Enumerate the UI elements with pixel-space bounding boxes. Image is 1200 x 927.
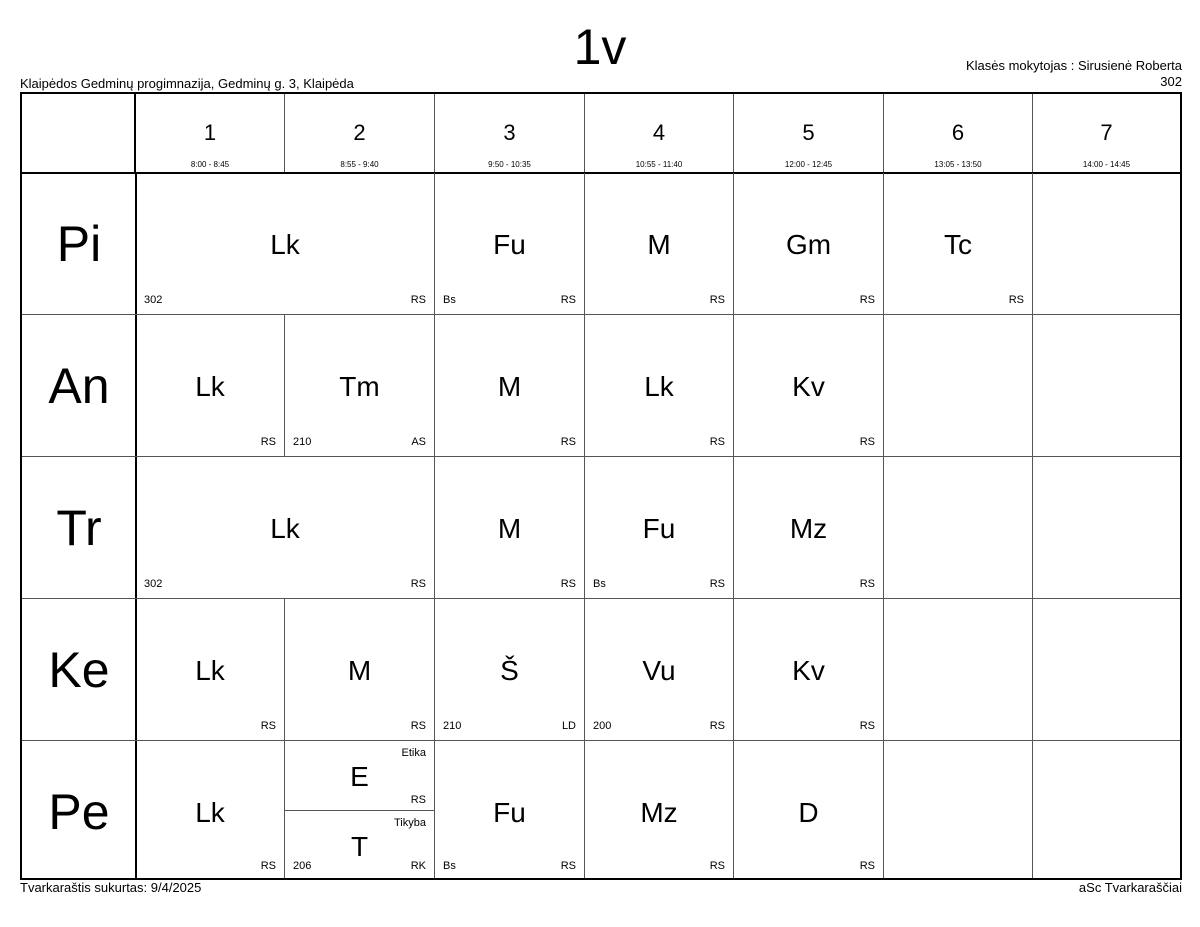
lesson-cell[interactable] (585, 741, 734, 878)
lesson-room: Bs (593, 578, 606, 590)
lesson-subject: Lk (270, 229, 300, 260)
lesson-cell[interactable] (136, 315, 285, 457)
lesson-cell[interactable] (136, 599, 285, 741)
period-header-4 (585, 94, 734, 173)
lesson-cell-split-bottom[interactable] (285, 811, 435, 878)
lesson-cell[interactable] (136, 741, 285, 878)
lesson-cell[interactable] (734, 599, 884, 741)
lesson-subject: Fu (493, 797, 526, 828)
lesson-cell[interactable] (435, 173, 585, 315)
lesson-subject: Lk (644, 371, 674, 402)
period-time: 10:55 - 11:40 (635, 160, 683, 169)
lesson-teacher: RS (709, 720, 725, 732)
lesson-teacher: RS (1008, 294, 1024, 306)
corner-cell (22, 94, 136, 173)
lesson-room: 200 (593, 720, 612, 732)
lesson-teacher: RS (560, 578, 576, 590)
lesson-group: Tikyba (394, 817, 426, 829)
lesson-subject: M (647, 229, 671, 260)
day-label-ke: Ke (48, 642, 110, 698)
period-time: 13:05 - 13:50 (934, 160, 982, 169)
lesson-subject: Mz (640, 797, 678, 828)
lesson-cell[interactable] (435, 599, 585, 741)
lesson-teacher: RS (410, 578, 426, 590)
lesson-subject: Lk (195, 371, 225, 402)
day-label-pi: Pi (56, 216, 102, 272)
empty-cell (884, 599, 1033, 741)
lesson-subject: Mz (789, 513, 828, 544)
lesson-subject: Fu (493, 229, 526, 260)
lesson-cell[interactable] (734, 173, 884, 315)
lesson-cell[interactable] (585, 173, 734, 315)
lesson-subject: M (497, 371, 522, 402)
lesson-cell[interactable] (435, 315, 585, 457)
period-number: 7 (1100, 120, 1113, 145)
row-divider (22, 314, 136, 315)
footer-software: aSc Tvarkaraščiai (1078, 880, 1182, 895)
lesson-subject: Lk (195, 655, 225, 686)
lesson-subject: Kv (792, 371, 825, 402)
empty-cell (1033, 741, 1180, 878)
period-number: 3 (503, 120, 516, 145)
lesson-room: Bs (443, 860, 456, 872)
lesson-teacher: RS (260, 436, 276, 448)
period-number: 5 (802, 120, 815, 145)
day-label-an: An (48, 358, 110, 414)
timetable-grid (20, 92, 1182, 880)
lesson-teacher: RS (560, 294, 576, 306)
period-header-2 (285, 94, 435, 173)
lesson-cell[interactable] (884, 173, 1033, 315)
lesson-cell[interactable] (734, 315, 884, 457)
period-time: 8:00 - 8:45 (190, 160, 230, 169)
row-divider (22, 740, 136, 741)
lesson-room: 210 (293, 436, 312, 448)
lesson-teacher: LD (561, 720, 576, 732)
lesson-teacher: RS (410, 720, 426, 732)
lesson-teacher: RS (709, 860, 725, 872)
lesson-teacher: RS (560, 860, 576, 872)
period-number: 2 (353, 120, 366, 145)
period-number: 6 (951, 120, 965, 145)
period-time: 9:50 - 10:35 (488, 160, 531, 169)
period-header-1 (136, 94, 285, 173)
empty-cell (1033, 599, 1180, 741)
lesson-subject: Gm (785, 229, 832, 260)
empty-cell (884, 741, 1033, 878)
lesson-cell[interactable] (435, 457, 585, 599)
lesson-cell[interactable] (136, 173, 435, 315)
day-label-tr: Tr (56, 500, 102, 556)
lesson-subject: Lk (195, 797, 225, 828)
lesson-teacher: RS (859, 436, 875, 448)
lesson-subject: Tm (339, 371, 380, 402)
lesson-subject: Tc (944, 229, 972, 260)
lesson-teacher: RS (709, 436, 725, 448)
empty-cell (1033, 173, 1180, 315)
period-header-3 (435, 94, 585, 173)
period-time: 14:00 - 14:45 (1082, 160, 1131, 169)
lesson-subject: Lk (270, 513, 300, 544)
empty-cell (1033, 315, 1180, 457)
empty-cell (884, 457, 1033, 599)
lesson-cell[interactable] (585, 457, 734, 599)
lesson-subject: T (350, 831, 369, 862)
lesson-room: 206 (293, 860, 312, 872)
empty-cell (884, 315, 1033, 457)
lesson-cell[interactable] (136, 457, 435, 599)
period-time: 12:00 - 12:45 (784, 160, 833, 169)
lesson-teacher: RS (859, 720, 875, 732)
lesson-teacher: RS (260, 720, 276, 732)
lesson-subject: M (347, 655, 372, 686)
footer-created-date: Tvarkaraštis sukurtas: 9/4/2025 (20, 880, 202, 895)
lesson-teacher: AS (411, 436, 426, 448)
lesson-teacher: RS (709, 578, 725, 590)
lesson-room: 302 (144, 294, 163, 306)
lesson-cell[interactable] (285, 599, 435, 741)
lesson-subject: Kv (792, 655, 825, 686)
lesson-cell[interactable] (734, 457, 884, 599)
lesson-subject: Š (500, 655, 519, 686)
lesson-teacher: RS (859, 578, 875, 590)
lesson-cell[interactable] (734, 741, 884, 878)
row-divider (22, 598, 136, 599)
period-number: 1 (203, 120, 217, 145)
lesson-teacher: RS (859, 294, 875, 306)
period-header-5 (734, 94, 884, 173)
empty-cell (1033, 457, 1180, 599)
period-time: 8:55 - 9:40 (340, 160, 379, 169)
period-number: 4 (652, 120, 666, 145)
school-name: Klaipėdos Gedminų progimnazija, Gedminų g. 3, Klaipėda (20, 76, 354, 91)
class-room: 302 (1160, 74, 1182, 89)
class-title: 1v (573, 19, 627, 75)
class-teacher: Klasės mokytojas : Sirusienė Roberta (965, 58, 1182, 73)
lesson-cell[interactable] (585, 315, 734, 457)
lesson-subject: E (350, 761, 369, 792)
lesson-subject: Vu (642, 655, 676, 686)
lesson-teacher: RS (410, 794, 426, 806)
lesson-room: 302 (144, 578, 163, 590)
lesson-teacher: RS (709, 294, 725, 306)
period-header-7 (1033, 94, 1180, 173)
lesson-cell-split-top[interactable] (285, 741, 435, 811)
lesson-cell[interactable] (585, 599, 734, 741)
lesson-cell[interactable] (435, 741, 585, 878)
lesson-teacher: RS (410, 294, 426, 306)
lesson-cell[interactable] (285, 315, 435, 457)
class-teacher-info (966, 58, 1182, 90)
lesson-subject: Fu (642, 513, 676, 544)
day-label-pe: Pe (48, 784, 110, 840)
lesson-group: Etika (401, 747, 426, 759)
period-header-6 (884, 94, 1033, 173)
lesson-teacher: RS (859, 860, 875, 872)
lesson-subject: D (798, 797, 819, 828)
lesson-teacher: RK (410, 860, 426, 872)
lesson-subject: M (497, 513, 522, 544)
lesson-teacher: RS (260, 860, 276, 872)
lesson-room: Bs (443, 294, 456, 306)
row-divider (22, 456, 136, 457)
lesson-room: 210 (443, 720, 462, 732)
lesson-teacher: RS (560, 436, 576, 448)
